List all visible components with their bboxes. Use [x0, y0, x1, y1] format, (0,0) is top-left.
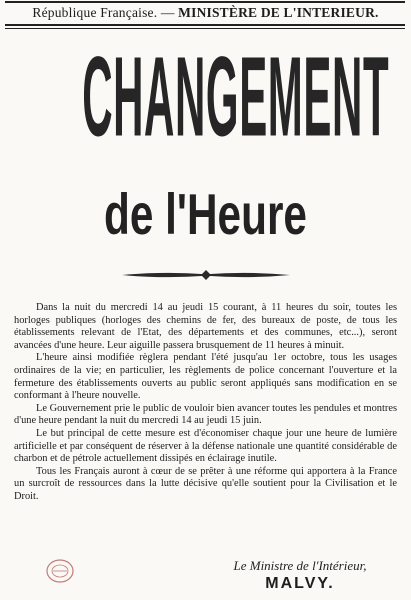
- signature-name: MALVY.: [265, 575, 335, 592]
- title-main: CHANGEMENT: [82, 33, 390, 160]
- paragraph-1: Dans la nuit du mercredi 14 au jeudi 15 courant, à 11 heures du soir, toutes les horloges publiques (horloges des chemins de fer, des bureaux de poste, de tous les établissements relevant de l'Etat, des départements et des communes, etc...), seront avancées d'une heure. Leur aiguille passera brusquement de 11 heures à minuit.: [14, 302, 397, 351]
- signature-title: Le Ministre de l'Intérieur,: [233, 558, 367, 573]
- header-ministry: MINISTÈRE DE L'INTERIEUR.: [178, 5, 379, 20]
- library-stamp-icon: [44, 556, 76, 586]
- paragraph-4: Le but principal de cette mesure est d'économiser chaque jour une heure de lumière artificielle et par conséquent de réserver à la défense nationale une quantité considérable de charbon et de pétrole actuellement dissipés en éclairage inutile.: [14, 427, 397, 465]
- header-separator: —: [157, 5, 179, 20]
- header-republic: République Française.: [32, 5, 158, 20]
- paragraph-5: Tous les Français auront à cœur de se prêter à une réforme qui apportera à la France un surcroît de ressources dans la lutte décisive qu'elle soutient pour la Civilisation et le Droit.: [14, 465, 397, 502]
- paragraph-2: L'heure ainsi modifiée règlera pendant l'été jusqu'au 1er octobre, tous les usages ordinaires de la vie; en particulier, les règlements de police concernant l'ouverture et la fermeture des établissements ouverts au public seront appliqués sans modification en se conformant à l'heure nouvelle.: [14, 352, 397, 402]
- poster-header: [0, 5, 411, 21]
- title-sub: de l'Heure: [104, 181, 307, 247]
- top-border-rule: [5, 1, 405, 3]
- header-rule-thick: [5, 24, 405, 26]
- decree-body: [14, 302, 397, 504]
- ornament-divider-icon: [120, 268, 292, 282]
- header-rule-thin: [5, 28, 405, 29]
- paragraph-3: Le Gouvernement prie le public de vouloir bien avancer toutes les pendules et montres d'une heure pendant la nuit du mercredi 14 au jeudi 15 juin.: [14, 402, 397, 427]
